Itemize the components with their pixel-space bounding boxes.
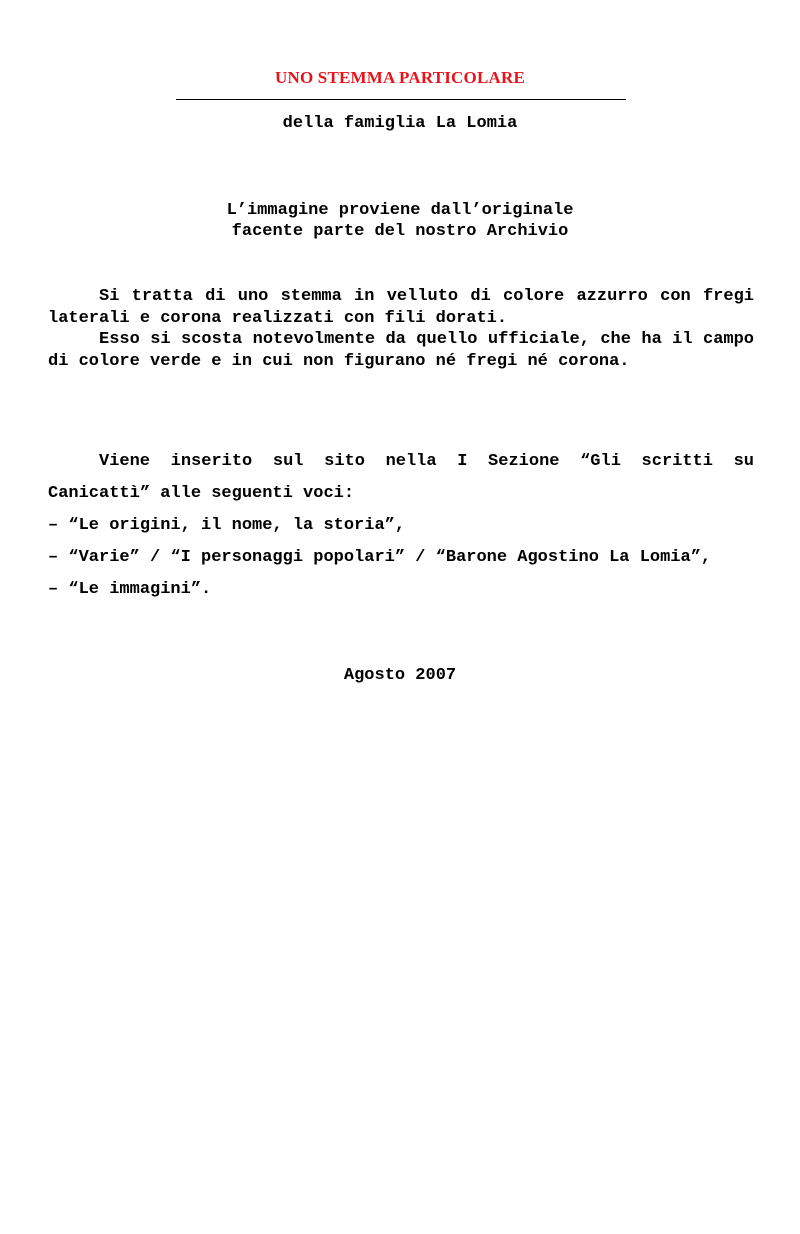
site-placement-note [48, 446, 754, 606]
placement-list [48, 510, 754, 606]
document-date: Agosto 2007 [343, 666, 457, 685]
source-line-1: L’immagine proviene dall’originale [226, 201, 574, 220]
description-paragraph-2: Esso si scosta notevolmente da quello ufficiale, che ha il campo di colore verde e in cui non figurano né fregi né corona. [48, 330, 754, 371]
source-line-2: facente parte del nostro Archivio [231, 222, 569, 241]
list-item: – “Le immagini”. [48, 580, 212, 599]
description-paragraph-1: Si tratta di uno stemma in velluto di colore azzurro con fregi laterali e corona realizzati con fili dorati. [48, 287, 754, 328]
document-subtitle: della famiglia La Lomia [282, 114, 518, 133]
list-item: – “Le origini, il nome, la storia”, [48, 516, 406, 535]
image-source-note [0, 200, 800, 242]
description [48, 286, 754, 372]
title-underline [176, 99, 626, 100]
list-item: – “Varie” / “I personaggi popolari” / “Barone Agostino La Lomia”, [48, 548, 712, 567]
document-title: UNO STEMMA PARTICOLARE [274, 68, 525, 87]
placement-intro: Viene inserito sul sito nella I Sezione “Gli scritti su Canicattì” alle seguenti voci: [48, 452, 754, 503]
